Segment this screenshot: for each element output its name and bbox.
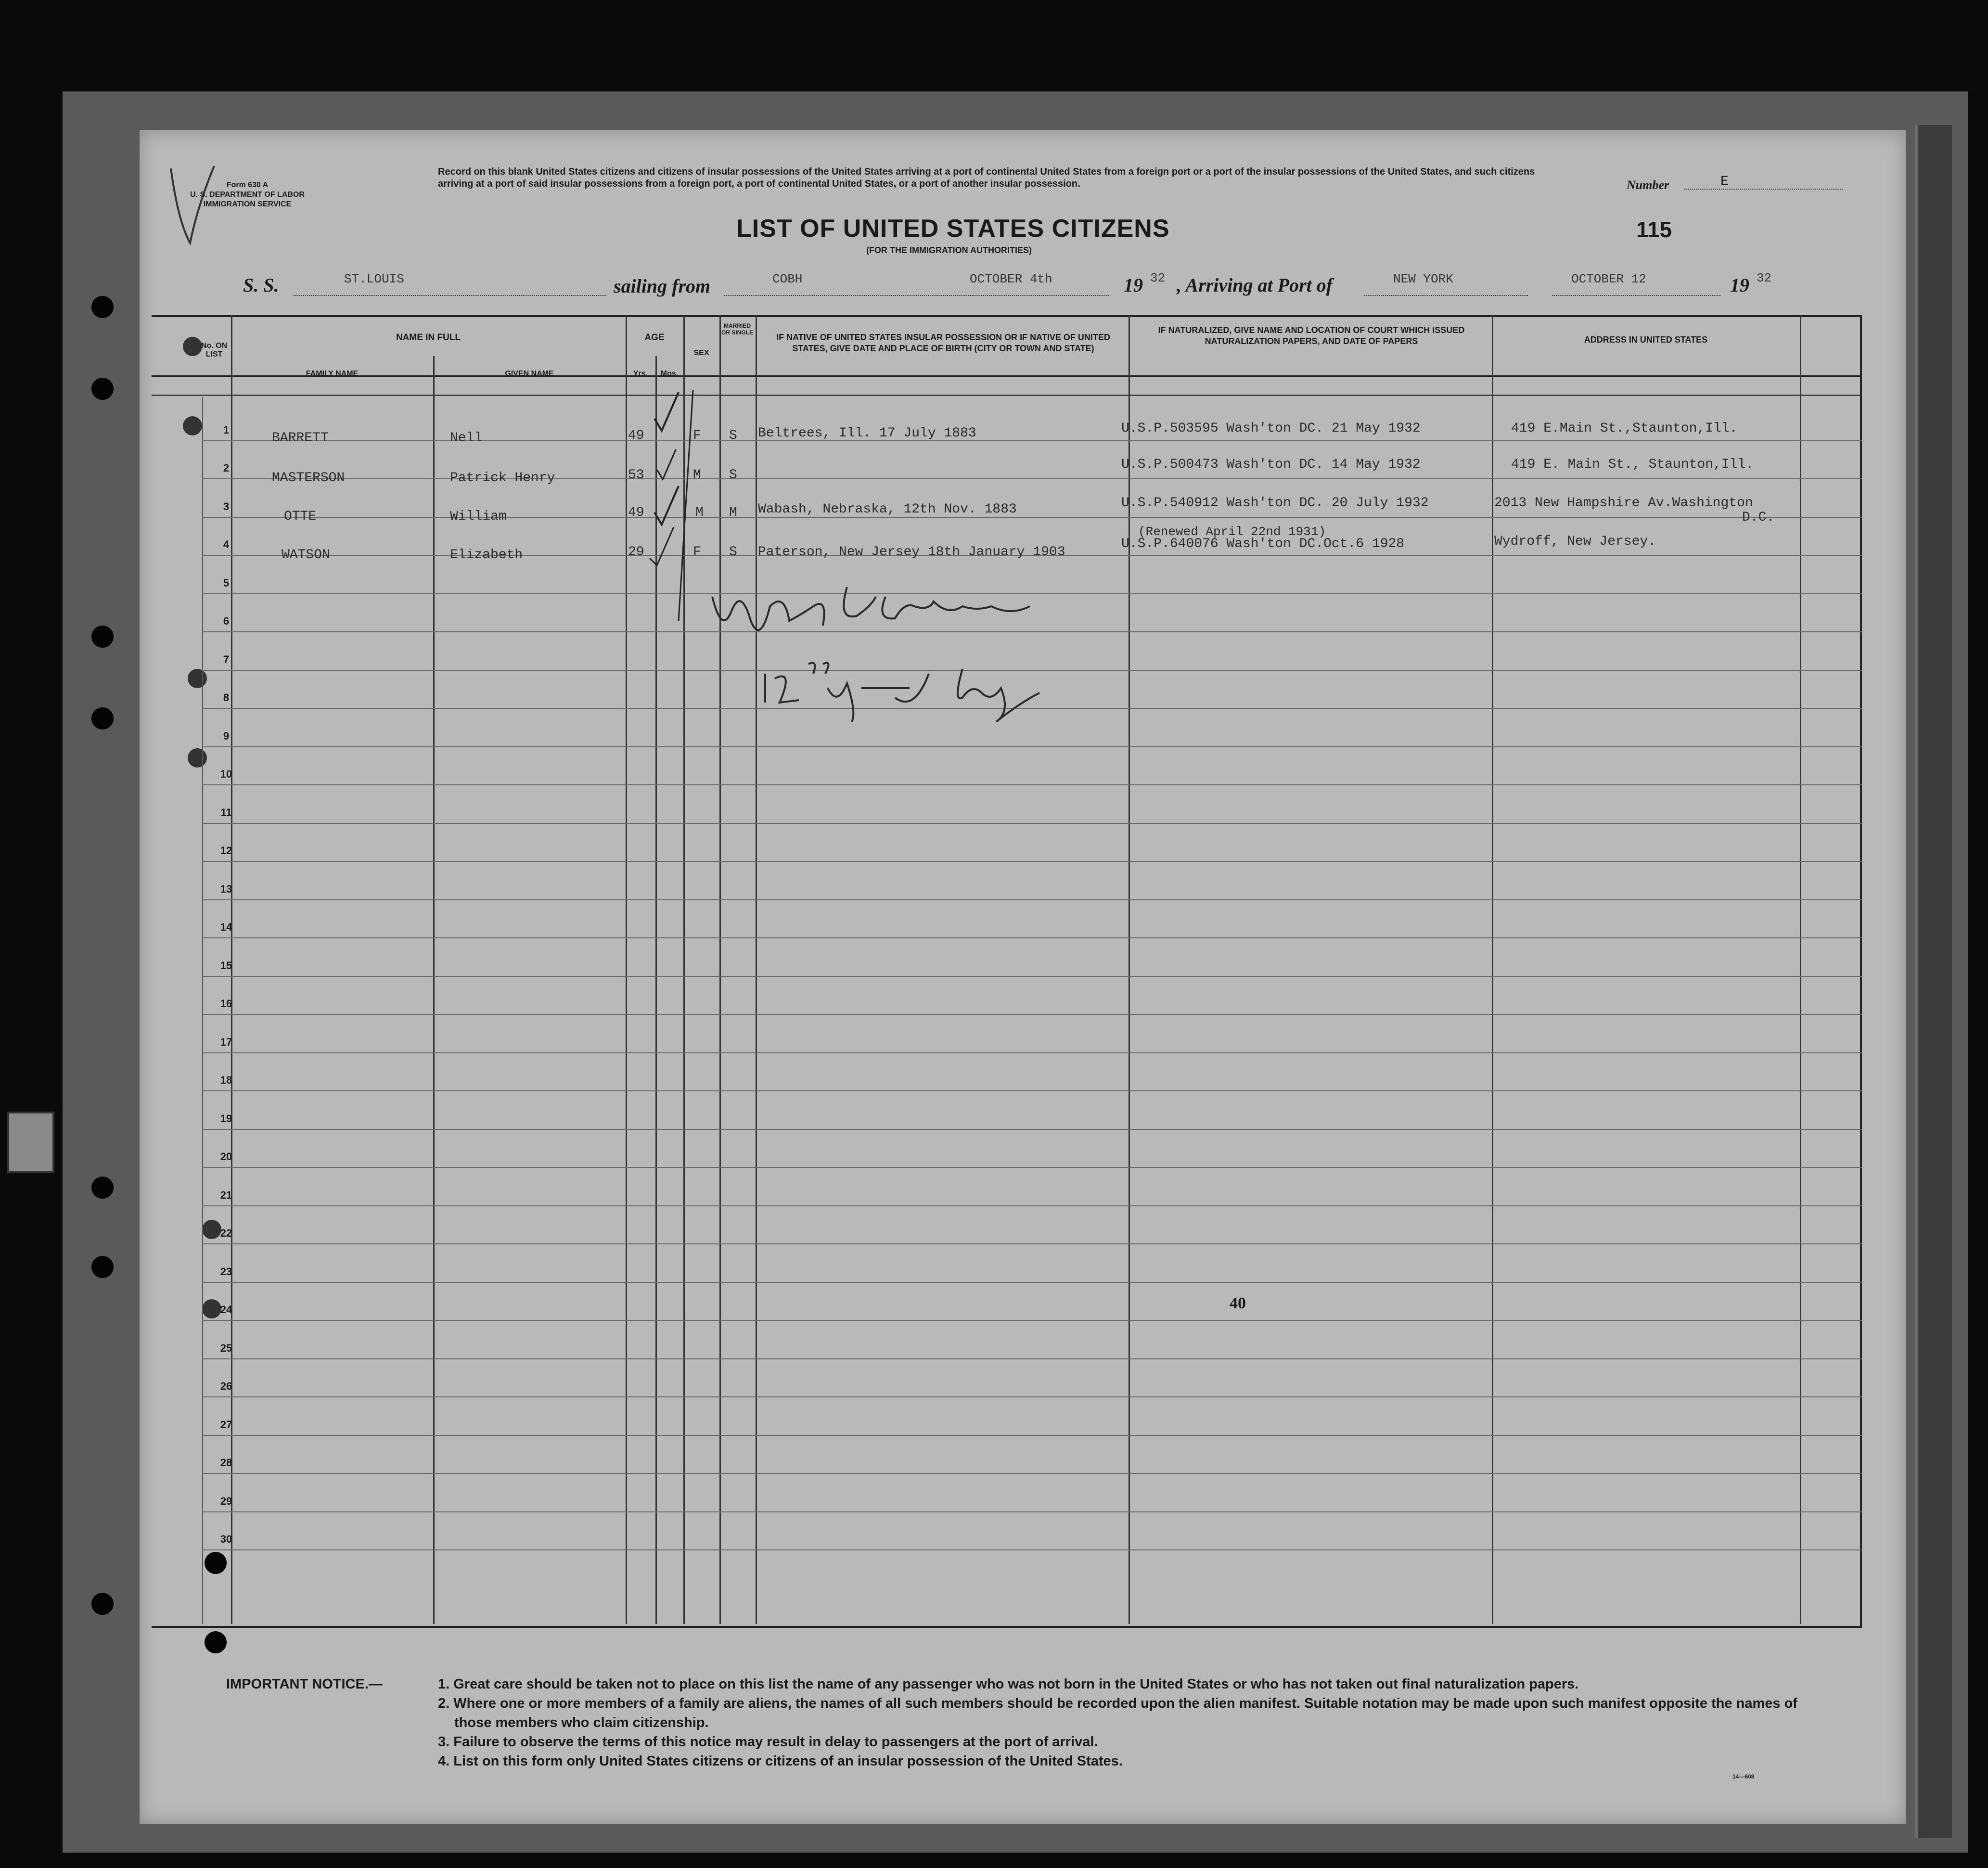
header-mos: Mos. (660, 370, 679, 378)
row-number: 1 (223, 423, 230, 436)
form-number: Form 630 A (226, 181, 269, 189)
page-title: LIST OF UNITED STATES CITIZENS (736, 215, 1170, 243)
header-age: AGE (644, 333, 665, 343)
family-name: BARRETT (272, 431, 329, 446)
row-line (202, 823, 1862, 824)
row-line (202, 899, 1862, 900)
naturalization: U.S.P.540912 Wash'ton DC. 20 July 1932 (1121, 496, 1429, 511)
page-subtitle: (FOR THE IMMIGRATION AUTHORITIES) (866, 245, 1032, 255)
row-number: 2 (223, 462, 230, 474)
row-number: 21 (220, 1189, 232, 1201)
row-line (202, 1129, 1862, 1130)
arriving-label: , Arriving at Port of (1177, 274, 1333, 296)
row-line (202, 1282, 1862, 1283)
naturalization-renewal: (Renewed April 22nd 1931) (1138, 525, 1326, 539)
age-years: 49 (628, 505, 644, 520)
notice-heading: IMPORTANT NOTICE.— (226, 1676, 383, 1692)
row-number: 5 (223, 576, 230, 589)
notice-item: 4. List on this form only United States citizens or citizens of an insular possession of the United States. (438, 1753, 1123, 1769)
row-number: 7 (223, 653, 230, 665)
punch-hole (91, 626, 114, 648)
sex: M (693, 468, 701, 483)
punch-hole (91, 1177, 114, 1199)
punch-hole (205, 1631, 227, 1653)
row-number: 28 (220, 1457, 232, 1469)
check-tail (664, 390, 698, 630)
col-line (1800, 315, 1801, 1624)
row-line (202, 976, 1862, 977)
sex: F (693, 428, 701, 443)
row-number: 29 (220, 1495, 232, 1507)
age-years: 53 (628, 468, 644, 483)
row-number: 9 (223, 729, 230, 742)
given-name: William (450, 509, 507, 524)
age-years: 29 (628, 545, 644, 560)
row-number: 18 (220, 1074, 232, 1086)
ship-name: ST.LOUIS (344, 272, 404, 286)
ss-label: S. S. (243, 274, 279, 296)
department-name: U. S. DEPARTMENT OF LABOR (190, 191, 305, 199)
binder-clip (7, 1112, 54, 1173)
us-address: 419 E.Main St.,Staunton,Ill. (1511, 421, 1738, 436)
notice-item: 1. Great care should be taken not to place on this list the name of any passenger who was not born in the United States or who has not taken out final naturalization papers. (438, 1676, 1579, 1692)
row-number: 11 (220, 806, 232, 819)
row-line (202, 746, 1862, 747)
punch-hole (91, 707, 114, 729)
header-family-name: FAMILY NAME (306, 370, 359, 378)
from-port: COBH (772, 272, 803, 286)
row-line (202, 1396, 1862, 1397)
row-number: 20 (220, 1151, 232, 1163)
punch-hole (91, 1256, 114, 1278)
row-line (202, 861, 1862, 862)
voyage-line (243, 272, 1783, 301)
year-prefix: 19 (1124, 274, 1143, 296)
row-number: 13 (220, 883, 232, 895)
arrival-port: NEW YORK (1393, 272, 1453, 286)
row-number: 16 (220, 998, 232, 1010)
notice-item: 3. Failure to observe the terms of this notice may result in delay to passengers at the port of arrival. (438, 1734, 1098, 1750)
row-number: 3 (223, 500, 230, 512)
row-line (202, 1243, 1862, 1244)
row-number: 23 (220, 1265, 232, 1278)
punch-hole (91, 1593, 114, 1615)
marital-status: M (729, 505, 737, 520)
arrival-year-prefix: 19 (1730, 274, 1749, 296)
col-line (626, 315, 627, 1624)
header-given-name: GIVEN NAME (505, 370, 554, 378)
header-married-single: MARRIED OR SINGLE (721, 322, 753, 336)
family-name: WATSON (282, 548, 330, 563)
us-address-line2: D.C. (1742, 510, 1775, 525)
handwritten-annotation (703, 577, 1136, 722)
given-name: Elizabeth (450, 548, 523, 563)
intro-text: Record on this blank United States citizens and citizens of insular possessions of the United States arriving at a port of continental United States from a foreign port or a port of the insular possessions of the United States, and such citizens arriving at a port of said insular possessions from a foreign port, a port of continental United States, or a port of another insular possession. (438, 166, 1535, 189)
row-line (202, 1511, 1862, 1512)
row-line (202, 1473, 1862, 1474)
number-label: Number (1627, 178, 1669, 192)
form-identifier (190, 180, 305, 209)
row-line (202, 1014, 1862, 1015)
punch-hole (91, 378, 114, 400)
page-number: 115 (1636, 217, 1672, 242)
given-name: Patrick Henry (450, 471, 555, 486)
form-code: 14—608 (1732, 1773, 1755, 1780)
header-no-on-list: No. ON LIST (201, 342, 228, 358)
birth-place-date: Beltrees, Ill. 17 July 1883 (758, 426, 976, 441)
marital-status: S (729, 428, 737, 443)
family-name: OTTE (284, 509, 317, 524)
row-line (202, 1358, 1862, 1359)
birth-place-date: Wabash, Nebraska, 12th Nov. 1883 (758, 502, 1017, 517)
row-number: 22 (220, 1227, 232, 1239)
us-address: 419 E. Main St., Staunton,Ill. (1511, 457, 1754, 472)
row-number: 4 (223, 538, 230, 550)
binder-edge (1915, 125, 1952, 1838)
row-number: 14 (220, 921, 232, 933)
stray-mark: 40 (1230, 1294, 1246, 1312)
notice-item: 2. Where one or more members of a family are aliens, the names of all such members should be recorded upon the alien manifest. Suitable notation may be made upon such manifest opposite the names of those members who claim citizenship. (438, 1696, 1797, 1730)
row-number: 30 (220, 1533, 232, 1545)
row-line (202, 1320, 1862, 1321)
header-sex: SEX (693, 349, 709, 357)
marital-status: S (729, 468, 737, 483)
sex: F (693, 545, 701, 560)
row-line (202, 1549, 1862, 1550)
sail-date: OCTOBER 4th (970, 272, 1052, 286)
row-line (202, 784, 1862, 785)
row-line (202, 1090, 1862, 1091)
family-name: MASTERSON (272, 471, 345, 486)
row-number: 17 (220, 1036, 232, 1048)
col-line (1492, 315, 1493, 1624)
naturalization: U.S.P.503595 Wash'ton DC. 21 May 1932 (1121, 421, 1421, 436)
header-naturalized: IF NATURALIZED, GIVE NAME AND LOCATION OF COURT WHICH ISSUED NATURALIZATION PAPERS, AND DATE OF PAPERS (1158, 325, 1465, 346)
header-insular-birth: IF NATIVE OF UNITED STATES INSULAR POSSESSION OR IF NATIVE OF UNITED STATES, GIVE DATE AND PLACE OF BIRTH (CITY OR TOWN AND STATE) (776, 333, 1110, 353)
age-years: 49 (628, 428, 644, 443)
number-line (1684, 189, 1843, 190)
us-address: 2013 New Hampshire Av.Washington (1494, 496, 1753, 511)
naturalization: U.S.P.500473 Wash'ton DC. 14 May 1932 (1121, 457, 1421, 472)
service-name: IMMIGRATION SERVICE (203, 200, 292, 208)
row-number: 24 (220, 1304, 232, 1316)
col-line (433, 356, 435, 1624)
sex: M (695, 505, 704, 520)
punch-hole (91, 296, 114, 318)
row-number: 6 (223, 615, 230, 627)
col-line (756, 315, 757, 1624)
row-line (202, 1205, 1862, 1206)
given-name: Nell (450, 431, 483, 446)
row-number: 25 (220, 1342, 232, 1354)
col-line (719, 315, 721, 1624)
sail-year: 32 (1150, 271, 1166, 285)
sailing-label: sailing from (614, 275, 711, 297)
col-line (202, 397, 203, 1624)
row-number: 12 (220, 844, 232, 857)
header-address: ADDRESS IN UNITED STATES (1584, 335, 1708, 345)
row-number: 15 (220, 959, 232, 972)
col-line (1129, 315, 1130, 1624)
row-number: 27 (220, 1418, 232, 1431)
marital-status: S (729, 545, 737, 560)
row-line (202, 1052, 1862, 1053)
arrival-date: OCTOBER 12 (1571, 272, 1647, 286)
row-line (202, 937, 1862, 938)
row-line (202, 1167, 1862, 1168)
birth-place-date: Paterson, New Jersey 18th January 1903 (758, 545, 1065, 560)
number-value: E (1720, 174, 1729, 189)
row-number: 10 (220, 768, 232, 780)
row-number: 19 (220, 1112, 232, 1125)
arrival-year: 32 (1757, 271, 1772, 285)
row-number: 26 (220, 1380, 232, 1392)
header-name-in-full: NAME IN FULL (396, 333, 461, 343)
header-yrs: Yrs. (633, 370, 648, 378)
naturalization: U.S.P.640076 Wash'ton DC.Oct.6 1928 (1121, 537, 1405, 551)
row-line (202, 1435, 1862, 1436)
header-divider-2 (152, 395, 1860, 396)
us-address: Wydroff, New Jersey. (1494, 534, 1656, 549)
row-number: 8 (223, 691, 230, 704)
